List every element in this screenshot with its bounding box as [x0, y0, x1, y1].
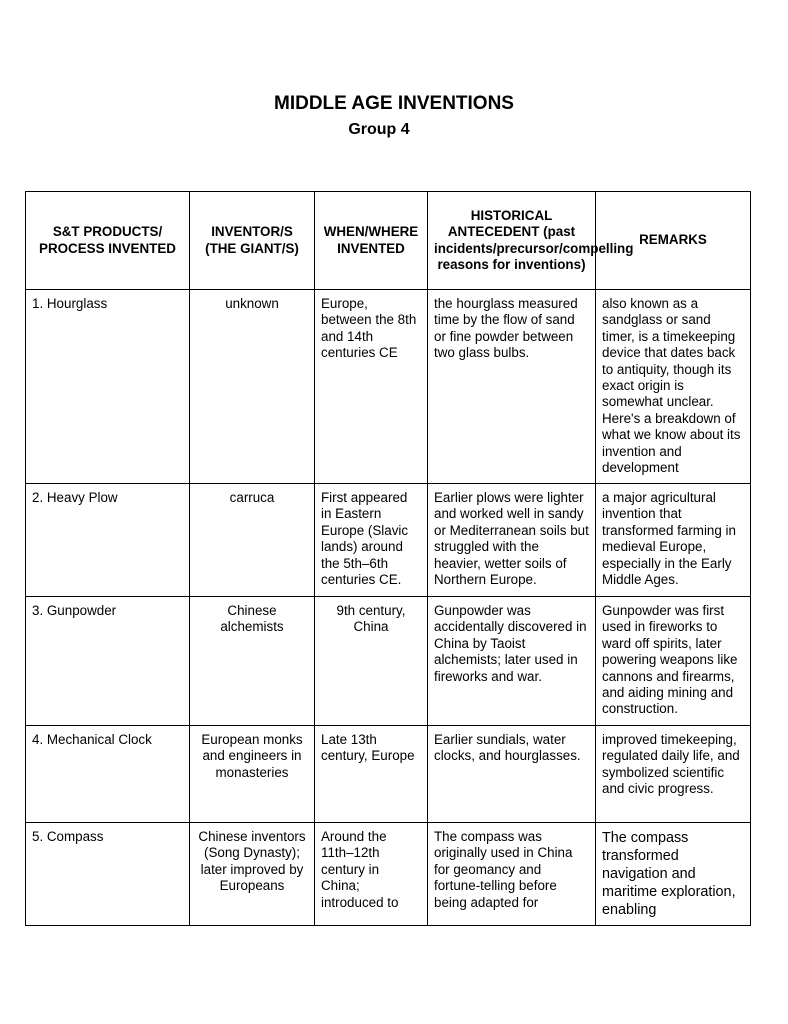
- cell-inventor: unknown: [190, 290, 315, 484]
- table-row: [26, 726, 751, 823]
- cell-remarks: The compass transformed navigation and maritime exploration, enabling: [596, 823, 751, 926]
- cell-product: 5. Compass: [26, 823, 190, 926]
- cell-when-where: Late 13th century, Europe: [315, 726, 428, 823]
- cell-product: 3. Gunpowder: [26, 597, 190, 726]
- cell-antecedent: Earlier plows were lighter and worked well in sandy or Mediterranean soils but struggled with the heavier, wetter soils of Northern Europe.: [428, 484, 596, 597]
- header-products: S&T PRODUCTS/ PROCESS INVENTED: [26, 192, 190, 290]
- cell-remarks: improved timekeeping, regulated daily life, and symbolized scientific and civic progress.: [596, 726, 751, 823]
- header-remarks: REMARKS: [596, 192, 751, 290]
- header-when-where: WHEN/WHERE INVENTED: [315, 192, 428, 290]
- inventions-table: [25, 191, 751, 926]
- cell-remarks: also known as a sandglass or sand timer, is a timekeeping device that dates back to antiquity, though its exact origin is somewhat unclear. Here's a breakdown of what we know about its invention and development: [596, 290, 751, 484]
- cell-antecedent: the hourglass measured time by the flow of sand or fine powder between two glass bulbs.: [428, 290, 596, 484]
- cell-when-where: Europe, between the 8th and 14th centuries CE: [315, 290, 428, 484]
- cell-inventor: Chinese inventors (Song Dynasty); later improved by Europeans: [190, 823, 315, 926]
- cell-antecedent: Gunpowder was accidentally discovered in China by Taoist alchemists; later used in fireworks and war.: [428, 597, 596, 726]
- cell-antecedent: The compass was originally used in China for geomancy and fortune-telling before being adapted for: [428, 823, 596, 926]
- header-inventor: INVENTOR/S (THE GIANT/S): [190, 192, 315, 290]
- table-row: [26, 484, 751, 597]
- cell-product: 1. Hourglass: [26, 290, 190, 484]
- table-header-row: [26, 192, 751, 290]
- cell-inventor: carruca: [190, 484, 315, 597]
- cell-product: 2. Heavy Plow: [26, 484, 190, 597]
- cell-when-where: Around the 11th–12th century in China; introduced to: [315, 823, 428, 926]
- cell-remarks: Gunpowder was first used in fireworks to ward off spirits, later powering weapons like cannons and firearms, and aiding mining and construction.: [596, 597, 751, 726]
- table-row: [26, 823, 751, 926]
- table-row: [26, 597, 751, 726]
- document-title: MIDDLE AGE INVENTIONS: [274, 93, 514, 114]
- header-antecedent: HISTORICAL ANTECEDENT (past incidents/precursor/compelling reasons for inventions): [428, 192, 596, 290]
- cell-antecedent: Earlier sundials, water clocks, and hourglasses.: [428, 726, 596, 823]
- cell-when-where: First appeared in Eastern Europe (Slavic lands) around the 5th–6th centuries CE.: [315, 484, 428, 597]
- cell-remarks: a major agricultural invention that transformed farming in medieval Europe, especially in the Early Middle Ages.: [596, 484, 751, 597]
- document-subtitle: Group 4: [348, 121, 410, 138]
- cell-inventor: Chinese alchemists: [190, 597, 315, 726]
- cell-inventor: European monks and engineers in monasteries: [190, 726, 315, 823]
- cell-when-where: 9th century, China: [315, 597, 428, 726]
- table-row: [26, 290, 751, 484]
- cell-product: 4. Mechanical Clock: [26, 726, 190, 823]
